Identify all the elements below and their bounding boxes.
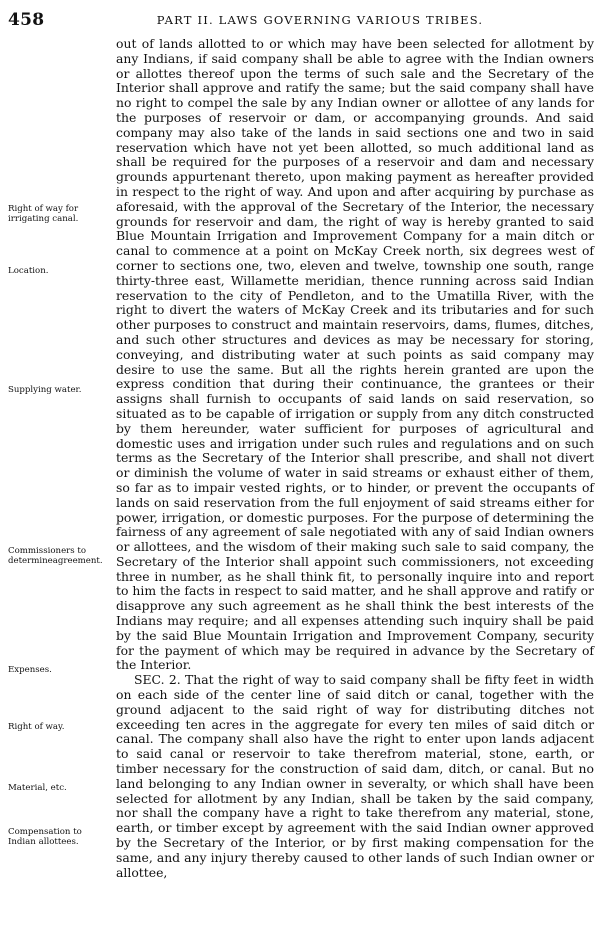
page-header — [0, 0, 600, 36]
paragraph-section-2: SEC. 2. That the right of way to said company shall be fifty feet in width on each side of the center line of said ditch or canal, together with the ground adjacent to the said right of way for distributing ditches not exceeding ten acres in the aggregate for every ten miles of said ditch or canal. The company shall also have the right to enter upon lands adjacent to said canal or reservoir to take therefrom material, stone, earth, or timber necessary for the construction of said dam, ditch, or canal. But no land belonging to any Indian owner in severalty, or which shall have been selected for allotment by any Indian, shall be taken by the said company, nor shall the company have a right to take therefrom any material, stone, earth, or timber except by agreement with the said Indian owner approved by the Secretary of the Interior, or by first making compensation for the same, and any injury thereby caused to other lands of such Indian owner or allottee, — [116, 672, 594, 880]
margin-note-commissioners: Commissioners to determineagreement. — [8, 546, 103, 566]
margin-note-location: Location. — [8, 266, 49, 276]
margin-note-material: Material, etc. — [8, 783, 67, 793]
page-number: 458 — [8, 10, 45, 30]
statute-body-text — [116, 37, 594, 880]
margin-note-expenses: Expenses. — [8, 665, 52, 675]
margin-note-right-of-way-canal: Right of way for irrigating canal. — [8, 204, 79, 224]
margin-note-supplying-water: Supplying water. — [8, 385, 82, 395]
margin-note-compensation: Compensation to Indian allottees. — [8, 827, 82, 847]
margin-note-right-of-way: Right of way. — [8, 722, 65, 732]
running-head: PART II. LAWS GOVERNING VARIOUS TRIBES. — [156, 13, 484, 27]
paragraph-section-1-continued: out of lands allotted to or which may have been selected for allotment by any Indians, if said company shall be able to agree with the Indian owners or allottes thereof upon the terms of such sale and the Secretary of the Interior shall approve and ratify the same; but the said company shall have no right to compel the sale by any Indian owner or allottee of any lands for the purposes of reservoir or dam, or accompanying grounds. And said company may also take of the lands in said sections one and two in said reservation which have not yet been allotted, so much additional land as shall be required for the purposes of a reservoir and dam and necessary grounds appurtenant thereto, upon making payment as hereafter provided in respect to the right of way. And upon and after acquiring by purchase as aforesaid, with the approval of the Secretary of the Interior, the necessary grounds for reservoir and dam, the right of way is hereby granted to said Blue Mountain Irrigation and Improvement Company for a main ditch or canal to commence at a point on McKay Creek north, six degrees west of corner to sections one, two, eleven and twelve, township one south, range thirty-three east, Willamette meridian, thence running across said Indian reservation to the city of Pendleton, and to the Umatilla River, with the right to divert the waters of McKay Creek and its tributaries and for such other purposes to construct and maintain reservoirs, dams, flumes, ditches, and such other structures and devices as may be necessary for storing, conveying, and distributing water at such points as said company may desire to use the same. But all the rights herein granted are upon the express condition that during their continuance, the grantees or their assigns shall furnish to occupants of said lands on said reservation, so situated as to be capable of irrigation or supply from any ditch constructed by them hereunder, water sufficient for purposes of agricultural and domestic uses and irrigation under such rules and regulations and on such terms as the Secretary of the Interior shall prescribe, and shall not divert or diminish the volume of water in said streams or exhaust either of them, so far as to impair vested rights, or to hinder, or prevent the occupants of lands on said reservation from the full enjoyment of said streams either for power, irrigation, or domestic purposes. For the purpose of determining the fairness of any agreement of sale negotiated with any of said Indian owners or allottees, and the wisdom of their making such sale to said company, the Secretary of the Interior shall appoint such commissioners, not exceeding three in number, as he shall think fit, to personally inquire into and report to him the facts in respect to said matter, and he shall approve and ratify or disapprove any such agreement as he shall think the best interests of the Indians may require; and all expenses attending such inquiry shall be paid by the said Blue Mountain Irrigation and Improvement Company, security for the payment of which may be required in advance by the Secretary of the Interior. — [116, 36, 594, 673]
